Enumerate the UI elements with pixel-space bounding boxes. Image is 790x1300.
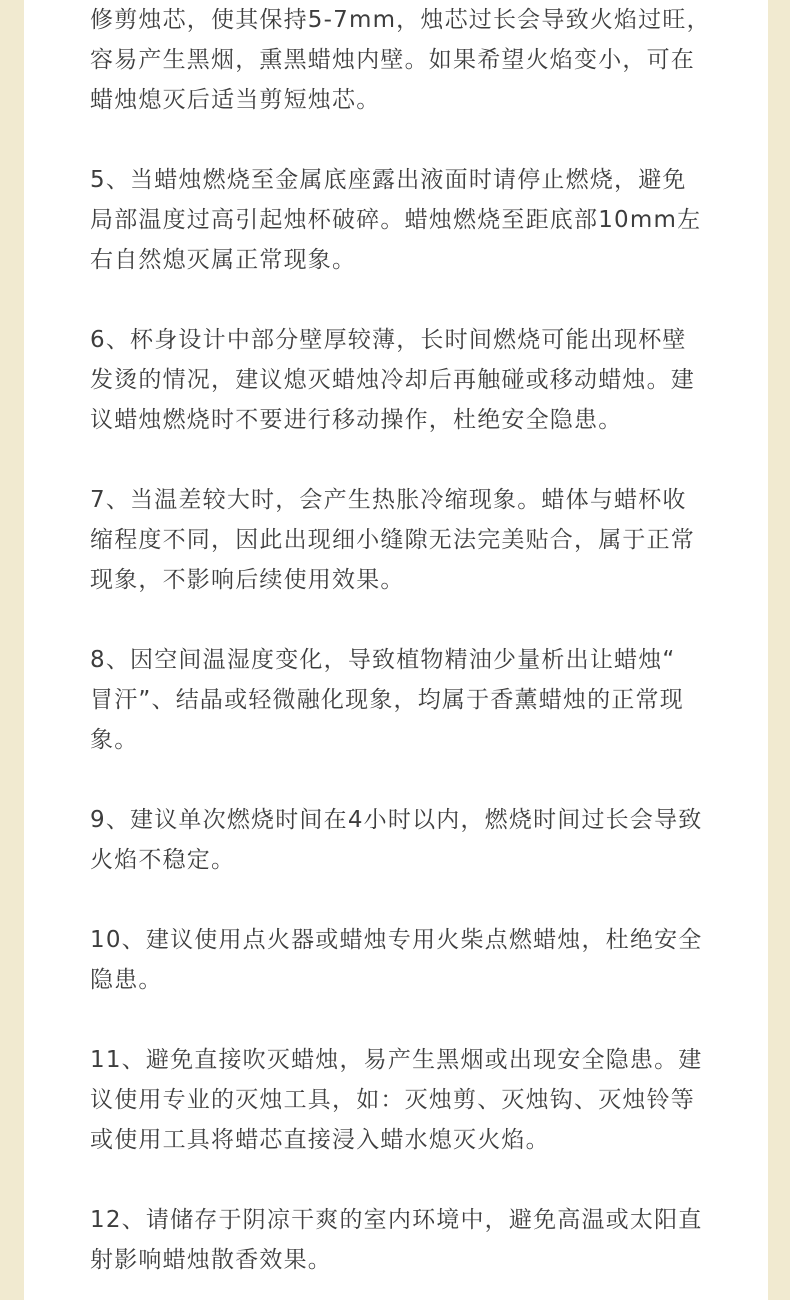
text-line: 10、建议使用点火器或蜡烛专用火柴点燃蜡烛，杜绝安全 bbox=[90, 927, 703, 953]
text-line: 冒汗”、结晶或轻微融化现象，均属于香薰蜡烛的正常现 bbox=[90, 687, 684, 713]
text-line: 议蜡烛燃烧时不要进行移动操作，杜绝安全隐患。 bbox=[90, 407, 623, 433]
text-line: 局部温度过高引起烛杯破碎。蜡烛燃烧至距底部10mm左 bbox=[90, 207, 702, 233]
text-line: 发烫的情况，建议熄灭蜡烛冷却后再触碰或移动蜡烛。建 bbox=[90, 367, 695, 393]
page-background bbox=[24, 0, 768, 1300]
text-line: 5、当蜡烛燃烧至金属底座露出液面时请停止燃烧，避免 bbox=[90, 167, 687, 193]
paragraph-item-12 bbox=[90, 1200, 702, 1280]
paragraph-item-6 bbox=[90, 320, 695, 440]
text-line: 射影响蜡烛散香效果。 bbox=[90, 1247, 332, 1273]
text-line: 现象，不影响后续使用效果。 bbox=[90, 567, 405, 593]
paragraph-item-9 bbox=[90, 800, 702, 880]
paragraph-item-8 bbox=[90, 640, 684, 760]
text-line: 右自然熄灭属正常现象。 bbox=[90, 247, 357, 273]
paragraph-item-7 bbox=[90, 480, 695, 600]
paragraph-trim-wick bbox=[90, 0, 711, 120]
text-line: 12、请储存于阴凉干爽的室内环境中，避免高温或太阳直 bbox=[90, 1207, 703, 1233]
text-line: 象。 bbox=[90, 727, 139, 753]
text-line: 8、因空间温湿度变化，导致植物精油少量析出让蜡烛“ bbox=[90, 647, 676, 673]
paragraph-item-11 bbox=[90, 1040, 702, 1160]
text-line: 6、杯身设计中部分壁厚较薄，长时间燃烧可能出现杯壁 bbox=[90, 327, 687, 353]
text-line: 7、当温差较大时，会产生热胀冷缩现象。蜡体与蜡杯收 bbox=[90, 487, 687, 513]
text-line: 9、建议单次燃烧时间在4小时以内，燃烧时间过长会导致 bbox=[90, 807, 703, 833]
text-line: 议使用专业的灭烛工具，如：灭烛剪、灭烛钩、灭烛铃等 bbox=[90, 1087, 695, 1113]
text-line: 修剪烛芯，使其保持5-7mm，烛芯过长会导致火焰过旺， bbox=[90, 7, 711, 33]
paragraph-item-5 bbox=[90, 160, 701, 280]
text-line: 11、避免直接吹灭蜡烛，易产生黑烟或出现安全隐患。建 bbox=[90, 1047, 703, 1073]
paragraph-item-10 bbox=[90, 920, 702, 1000]
text-line: 火焰不稳定。 bbox=[90, 847, 236, 873]
text-line: 缩程度不同，因此出现细小缝隙无法完美贴合，属于正常 bbox=[90, 527, 695, 553]
text-line: 或使用工具将蜡芯直接浸入蜡水熄灭火焰。 bbox=[90, 1127, 550, 1153]
text-line: 蜡烛熄灭后适当剪短烛芯。 bbox=[90, 87, 381, 113]
text-line: 容易产生黑烟，熏黑蜡烛内壁。如果希望火焰变小，可在 bbox=[90, 47, 695, 73]
text-line: 隐患。 bbox=[90, 967, 163, 993]
